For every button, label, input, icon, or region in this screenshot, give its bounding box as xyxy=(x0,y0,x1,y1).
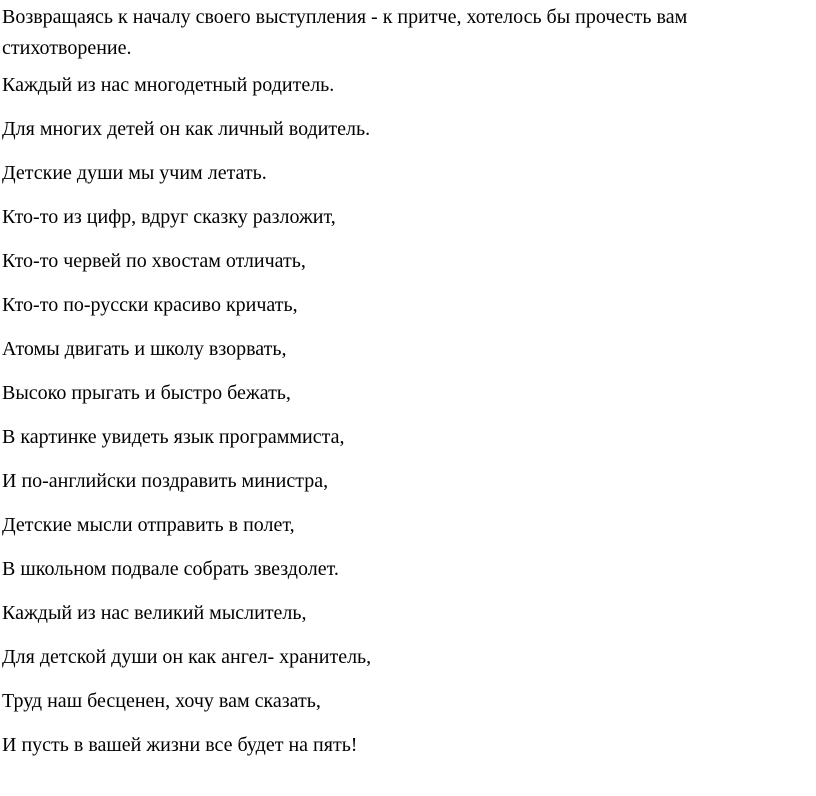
poem-line: И по-английски поздравить министра, xyxy=(2,470,329,492)
poem-line: Для детской души он как ангел- хранитель, xyxy=(2,646,372,668)
poem-line: Детские души мы учим летать. xyxy=(2,162,267,184)
poem-line: Кто-то из цифр, вдруг сказку разложит, xyxy=(2,206,336,228)
poem-line: Кто-то червей по хвостам отличать, xyxy=(2,250,306,272)
intro-paragraph: Возвращаясь к началу своего выступления - к притче, хотелось бы прочесть вам стихотворение. xyxy=(2,6,688,59)
poem-line: Для многих детей он как личный водитель. xyxy=(2,118,371,140)
poem xyxy=(2,73,371,777)
poem-line: Детские мысли отправить в полет, xyxy=(2,514,295,536)
poem-line: Каждый из нас великий мыслитель, xyxy=(2,602,307,624)
poem-line: Каждый из нас многодетный родитель. xyxy=(2,74,335,96)
poem-line: Кто-то по-русски красиво кричать, xyxy=(2,294,298,316)
poem-line: Высоко прыгать и быстро бежать, xyxy=(2,382,291,404)
poem-line: В школьном подвале собрать звездолет. xyxy=(2,558,339,580)
poem-line: И пусть в вашей жизни все будет на пять! xyxy=(2,734,358,756)
poem-line: Атомы двигать и школу взорвать, xyxy=(2,338,287,360)
poem-line: В картинке увидеть язык программиста, xyxy=(2,426,345,448)
poem-line: Труд наш бесценен, хочу вам сказать, xyxy=(2,690,321,712)
